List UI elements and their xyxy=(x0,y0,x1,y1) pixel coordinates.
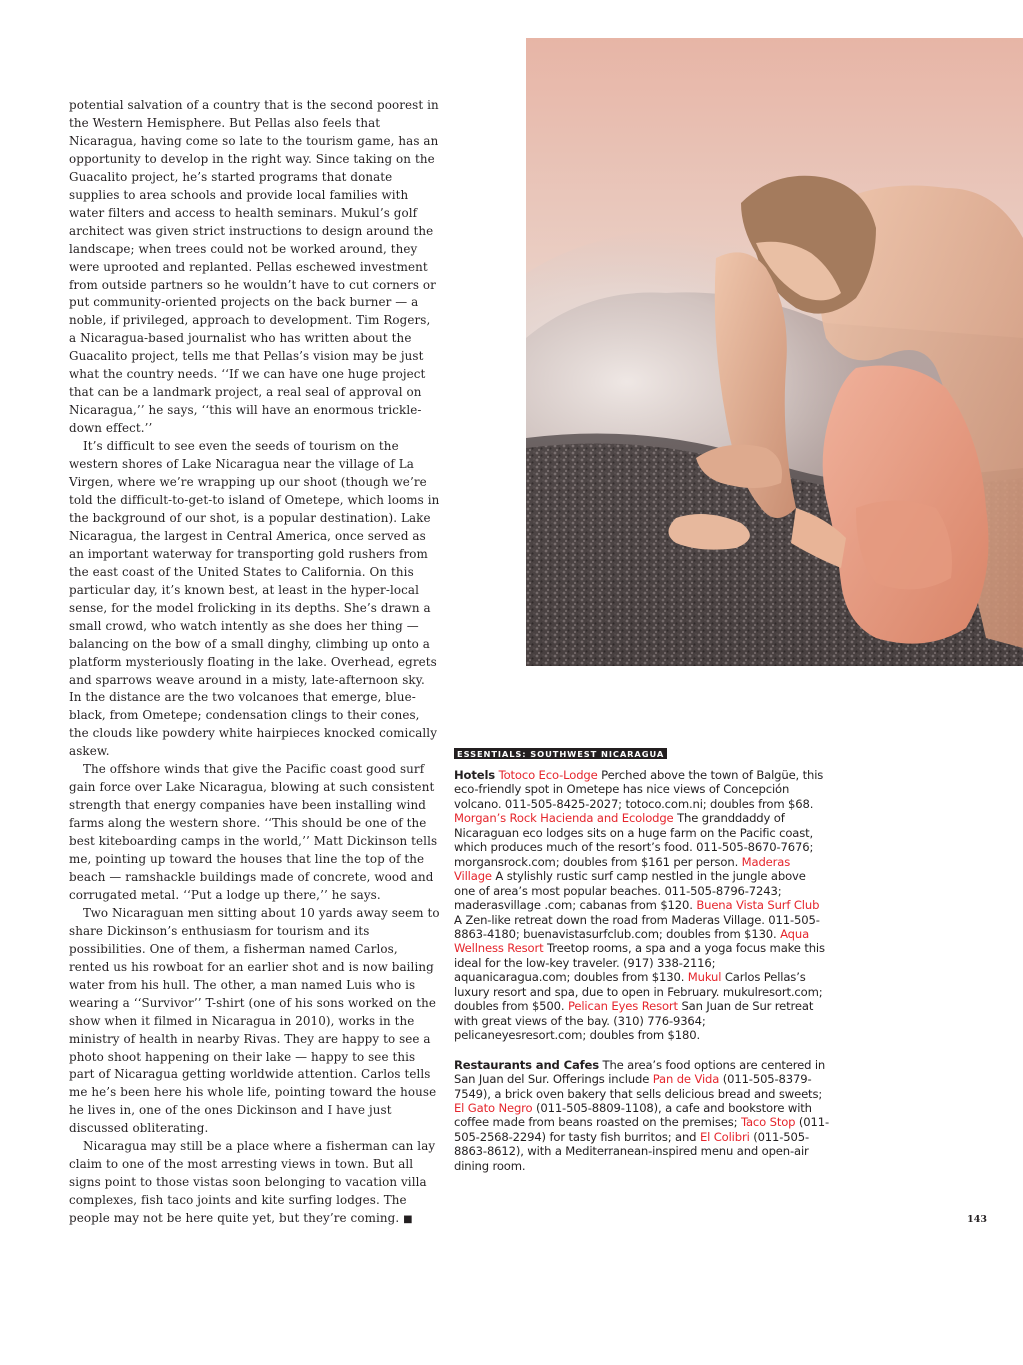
restaurant-description: (011-505-2568-2294) for tasty fish burritos; and xyxy=(454,1115,829,1144)
restaurant-name: Pan de Vida xyxy=(652,1072,720,1087)
article-paragraph-text: Nicaragua may still be a place where a fisherman can lay claim to one of the most arresting views in town. But all signs point to those vistas soon belonging to vacation villa complexes, fish taco joints and kite surfing lodges. The people may not be here quite yet, but they’re coming. xyxy=(69,1139,436,1226)
photo-woman-on-volcano xyxy=(526,38,1023,666)
hotel-name: Pelican Eyes Resort xyxy=(567,999,678,1014)
article-paragraph: Two Nicaraguan men sitting about 10 yards away seem to share Dickinson’s enthusiasm for tourism and its possibilities. One of them, a fisherman named Carlos, rented us his rowboat for an earlier shot and is now bailing water from his hull. The other, a man named Luis who is wearing a ‘‘Survivor’’ T-shirt (one of his sons worked on the show when it filmed in Nicaragua in 2010), works in the ministry of health in nearby Rivas. They are happy to see a photo shoot happening on their lake — happy to see this part of Nicaragua getting worldwide attention. Carlos tells me he’s been here his whole life, pointing toward the house he lives in, one of the ones Dickinson and I have just discussed obliterating. xyxy=(69,905,440,1136)
hotels-section xyxy=(454,768,829,1043)
hotel-name: Morgan’s Rock Hacienda and Ecolodge xyxy=(454,811,674,826)
restaurant-name: Taco Stop xyxy=(740,1115,796,1130)
hotel-name: Totoco Eco-Lodge xyxy=(498,768,598,782)
article-paragraph: potential salvation of a country that is the second poorest in the Western Hemisphere. But Pellas also feels that Nicaragua, having come so late to the tourism game, has an opportunity to develop in the right way. Since taking on the Guacalito project, he’s started programs that donate supplies to area schools and provide local families with water filters and access to health seminars. Mukul’s golf architect was given strict instructions to design around the landscape; when trees could not be worked around, they were uprooted and replanted. Pellas eschewed investment from outside partners so he wouldn’t have to cut corners or put community-oriented projects on the back burner — a noble, if privileged, approach to development. Tim Rogers, a Nicaragua-based journalist who has written about the Guacalito project, tells me that Pellas’s vision may be just what the country needs. ‘‘If we can have one huge project that can be a landmark project, a real seal of approval on Nicaragua,’’ he says, ‘‘this will have an enormous trickle-down effect.’’ xyxy=(69,98,439,436)
hotel-name: Aqua Wellness Resort xyxy=(454,926,810,956)
restaurant-description: (011-505-8379-7549), a brick oven bakery that sells delicious bread and sweets; xyxy=(454,1072,823,1101)
restaurant-description: (011-505-8863-8612), with a Mediterranean-inspired menu and open-air dining room. xyxy=(454,1129,809,1173)
hotel-description: Perched above the town of Balgüe, this eco-friendly spot in Ometepe has nice views of Concepción volcano. 011-505-8425-2027; totoco.com.ni; doubles from $68. xyxy=(454,768,824,811)
essentials-sidebar xyxy=(454,746,829,1173)
photo-illustration xyxy=(526,38,1023,666)
article-paragraph: It’s difficult to see even the seeds of tourism on the western shores of Lake Nicaragua near the village of La Virgen, where we’re wrapping up our shoot (though we’re told the difficult-to-get-to island of Ometepe, which looms in the background of our shot, is a popular destination). Lake Nicaragua, the largest in Central America, once served as an important waterway for transporting gold rushers from the east coast of the United States to California. On this particular day, it’s known best, at least in the hyper-local sense, for the model frolicking in its depths. She’s drawn a small crowd, who watch intently as she does her thing — balancing on the bow of a small dinghy, climbing up onto a platform mysteriously floating in the lake. Overhead, egrets and sparrows weave around in a misty, late-afternoon sky. In the distance are the two volcanoes that emerge, blue-black, from Ometepe; condensation clings to their cones, the clouds like powdery white hairpieces knocked comically askew. xyxy=(69,439,440,759)
hotels-heading: Hotels xyxy=(454,768,496,782)
hotel-description: A Zen-like retreat down the road from Maderas Village. 011-505-8863-4180; buenavistasurfclub.com; doubles from $130. xyxy=(454,912,820,941)
hotel-description: San Juan de Sur retreat with great views of the bay. (310) 776-9364; pelicaneyesresort.com; doubles from $180. xyxy=(454,999,814,1043)
restaurants-heading: Restaurants and Cafes xyxy=(454,1057,599,1072)
page-number: 143 xyxy=(967,1214,987,1225)
essentials-label: ESSENTIALS: SOUTHWEST NICARAGUA xyxy=(454,748,667,759)
hotel-description: The granddaddy of Nicaraguan eco lodges sits on a huge farm on the Pacific coast, which produces much of the resort’s food. 011-505-8670-7676; morgansrock.com; doubles from $161 per person. xyxy=(454,811,814,869)
hotel-description: A stylishly rustic surf camp nestled in the jungle above one of area’s most popular beaches. 011-505-8796-7243; maderasvillage .com; cabanas from $120. xyxy=(454,869,806,913)
hotel-name: Mukul xyxy=(687,970,722,985)
article-body xyxy=(69,97,441,1229)
end-mark: ■ xyxy=(403,1214,413,1226)
article-paragraph: The offshore winds that give the Pacific coast good surf gain force over Lake Nicaragua, blowing at such consistent strength that energy companies have been installing wind farms along the western shore. ‘‘This should be one of the best kiteboarding camps in the world,’’ Matt Dickinson tells me, pointing up toward the houses that line the top of the beach — ramshackle buildings made of concrete, wood and corrugated metal. ‘‘Put a lodge up there,’’ he says. xyxy=(69,762,438,902)
hotel-name: Buena Vista Surf Club xyxy=(696,898,820,913)
article-paragraph xyxy=(69,1138,441,1229)
hotel-description: Carlos Pellas’s luxury resort and spa, due to open in February. mukulresort.com; doubles from $500. xyxy=(454,970,823,1014)
restaurants-section xyxy=(454,1058,829,1174)
hotel-description: Treetop rooms, a spa and a yoga focus make this ideal for the low-key traveler. (917) 338-2116; aquanicaragua.com; doubles from $130. xyxy=(454,941,825,985)
restaurant-name: El Colibri xyxy=(699,1129,750,1144)
restaurants-intro: The area’s food options are centered in San Juan del Sur. Offerings include xyxy=(454,1057,826,1087)
restaurant-name: El Gato Negro xyxy=(454,1100,533,1115)
restaurant-description: (011-505-8809-1108), a cafe and bookstore with coffee made from beans roasted on the premises; xyxy=(454,1100,812,1130)
hotel-name: Maderas Village xyxy=(454,854,791,884)
